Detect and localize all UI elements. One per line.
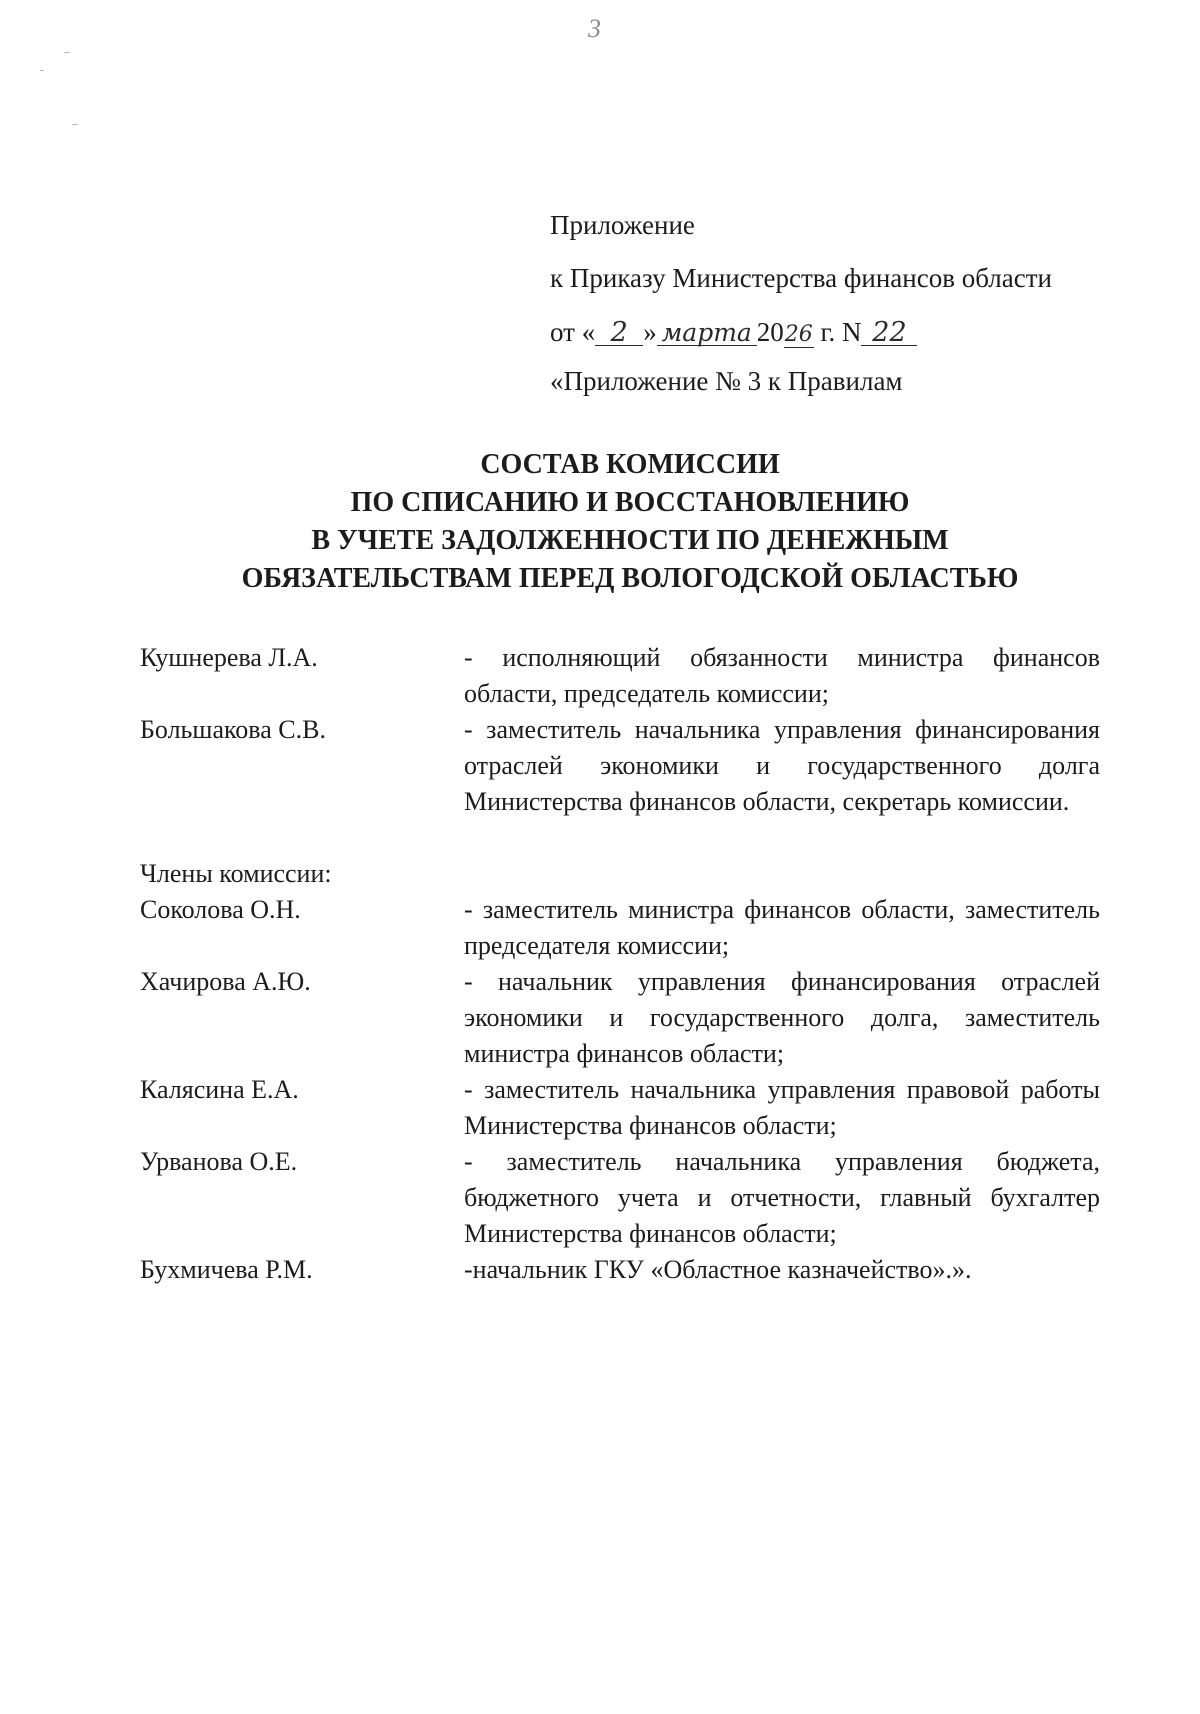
member-role: - заместитель начальника управления правовой работы Министерства финансов области; (464, 1075, 1100, 1140)
document-title (150, 448, 1110, 600)
handwritten-day: 2 (595, 321, 643, 346)
member-role: - начальник управления финансирования отраслей экономики и государственного долга, заместитель министра финансов области; (464, 967, 1100, 1068)
scan-mark (72, 124, 78, 125)
member-name: Урванова О.Е. (140, 1147, 298, 1176)
date-mid: » (643, 317, 657, 347)
member-role: - заместитель министра финансов области, заместитель председателя комиссии; (464, 895, 1100, 960)
title-line-3: В УЧЕТЕ ЗАДОЛЖЕННОСТИ ПО ДЕНЕЖНЫМ (311, 525, 949, 556)
date-year-prefix: 20 (756, 317, 784, 347)
member-role: - исполняющий обязанности министра финансов области, председатель комиссии; (464, 643, 1100, 708)
date-year-end: г. N (813, 317, 862, 347)
title-line-4: ОБЯЗАТЕЛЬСТВАМ ПЕРЕД ВОЛОГОДСКОЙ ОБЛАСТЬЮ (241, 563, 1019, 594)
member-role: - заместитель начальника управления финансирования отраслей экономики и государственного долга Министерства финансов области, секретарь комиссии. (464, 715, 1100, 816)
date-prefix: от « (550, 317, 596, 347)
member-name: Калясина Е.А. (140, 1075, 299, 1104)
title-line-1: СОСТАВ КОМИССИИ (480, 449, 780, 480)
scan-mark (40, 70, 44, 71)
member-role: -начальник ГКУ «Областное казначейство».». (464, 1255, 972, 1284)
member-name: Большакова С.В. (140, 715, 326, 744)
handwritten-year: 26 (784, 322, 813, 347)
appendix-date-line (550, 319, 917, 348)
member-role: - заместитель начальника управления бюджета, бюджетного учета и отчетности, главный бухгалтер Министерства финансов области; (464, 1147, 1100, 1248)
member-name: Хачирова А.Ю. (140, 967, 311, 996)
member-name: Соколова О.Н. (140, 895, 301, 924)
scan-mark (64, 52, 70, 53)
page-number: 3 (588, 14, 601, 43)
appendix-order-reference: к Приказу Министерства финансов области (550, 263, 1052, 293)
appendix-label: Приложение (550, 210, 695, 240)
title-line-2: ПО СПИСАНИЮ И ВОССТАНОВЛЕНИЮ (350, 487, 910, 518)
members-heading: Члены комиссии: (140, 859, 332, 888)
member-name: Бухмичева Р.М. (140, 1255, 313, 1284)
handwritten-order-number: 22 (861, 321, 917, 346)
appendix-rules-reference: «Приложение № 3 к Правилам (550, 366, 903, 396)
handwritten-month: марта (657, 321, 757, 346)
member-name: Кушнерева Л.А. (140, 643, 318, 672)
